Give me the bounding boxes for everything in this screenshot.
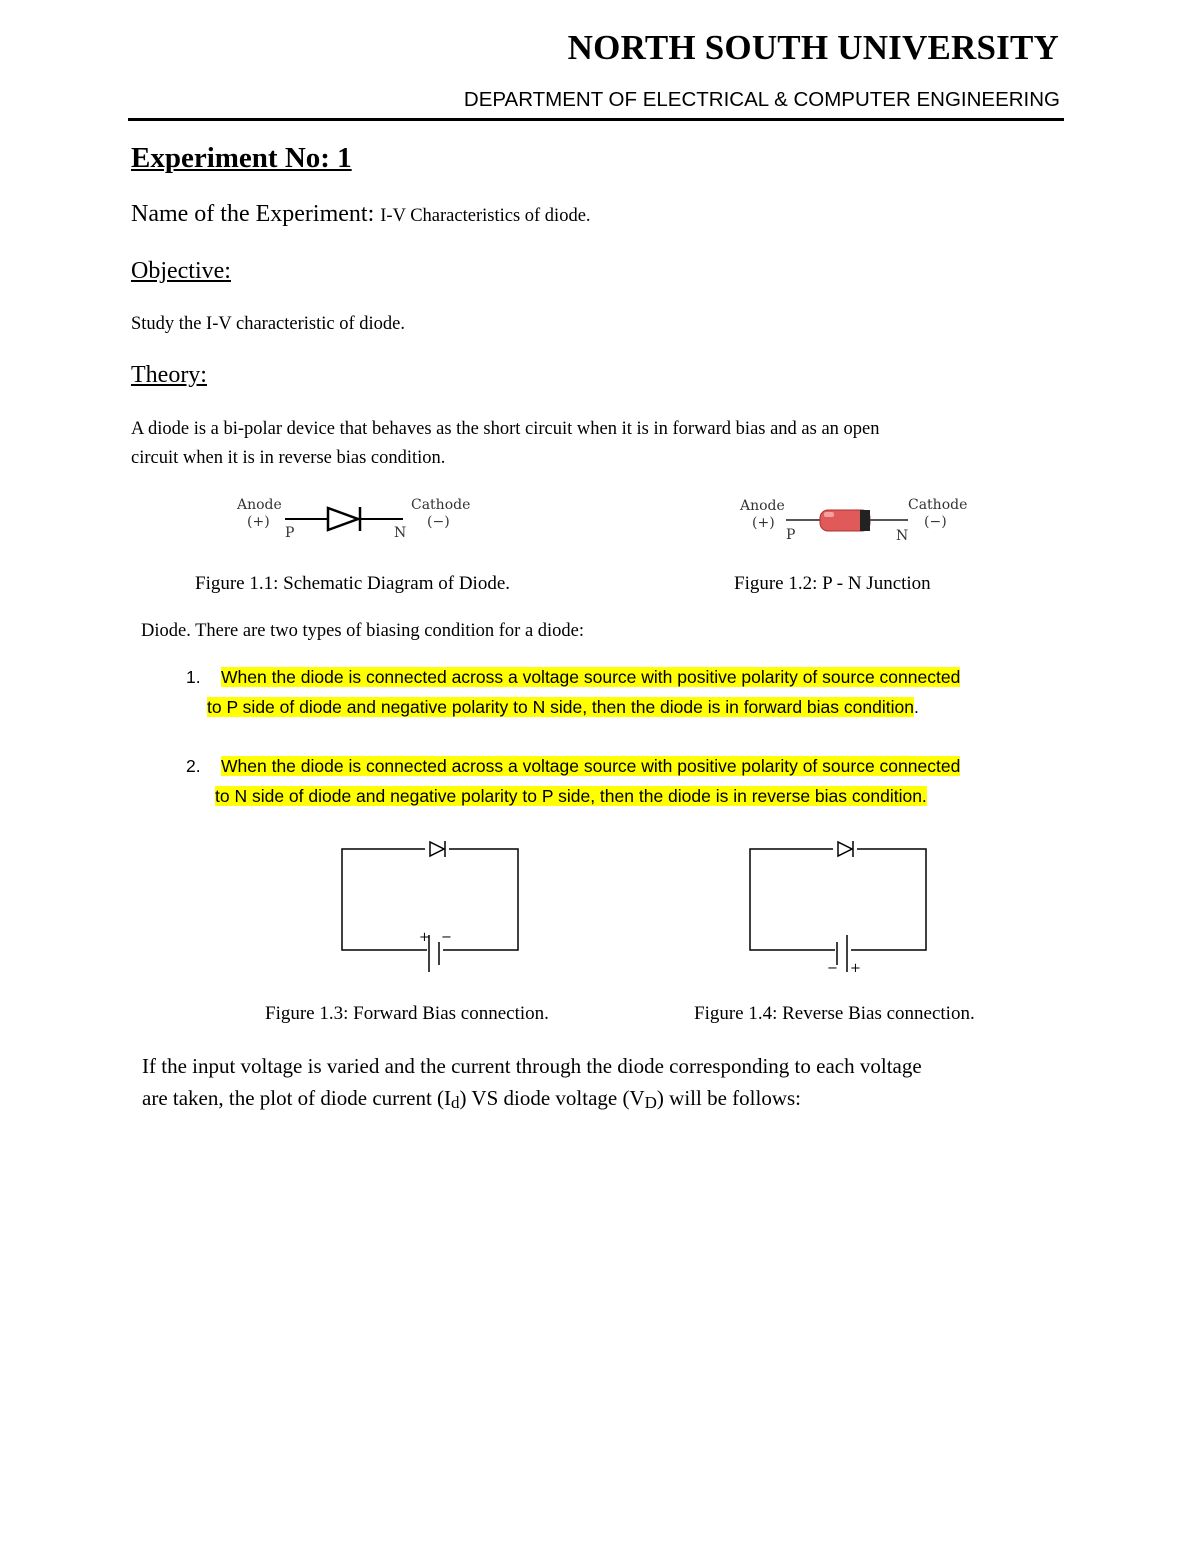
cathode-label: Cathode	[908, 497, 968, 513]
forward-bias-circuit	[335, 835, 535, 980]
subscript-D: D	[644, 1093, 657, 1112]
list-item-2-line2	[215, 786, 927, 807]
university-name: NORTH SOUTH UNIVERSITY	[567, 28, 1059, 67]
cathode-label: Cathode	[411, 497, 471, 513]
n-label: N	[394, 525, 407, 541]
minus-sign: −	[441, 930, 452, 945]
plus-sign: +	[850, 961, 861, 976]
theory-text-line2: circuit when it is in reverse bias condition.	[131, 448, 446, 468]
highlighted-text: to P side of diode and negative polarity to N side, then the diode is in forward bias condition	[207, 697, 914, 717]
experiment-number: Experiment No: 1	[131, 142, 352, 174]
plus-sign: +	[419, 930, 430, 945]
highlighted-text: to N side of diode and negative polarity to P side, then the diode is in reverse bias condition.	[215, 786, 927, 806]
minus-sign: −	[827, 961, 838, 976]
n-label: N	[896, 528, 909, 544]
list-item-number: 2.	[186, 756, 201, 776]
cathode-sign: (−)	[924, 514, 947, 530]
header-rule	[128, 118, 1064, 121]
figure-1-2-caption: Figure 1.2: P - N Junction	[734, 573, 931, 594]
experiment-name	[131, 201, 591, 228]
experiment-name-label: Name of the Experiment:	[131, 201, 375, 227]
cathode-sign: (−)	[427, 514, 450, 530]
diode-schematic-figure	[225, 490, 485, 550]
anode-label: Anode	[740, 498, 785, 514]
department-name: DEPARTMENT OF ELECTRICAL & COMPUTER ENGINEERING	[463, 88, 1060, 111]
experiment-name-value: I-V Characteristics of diode.	[380, 206, 591, 226]
list-item-number: 1.	[186, 667, 201, 687]
closing-line1: If the input voltage is varied and the current through the diode corresponding to each voltage	[142, 1054, 922, 1078]
figure-1-4-caption: Figure 1.4: Reverse Bias connection.	[694, 1003, 975, 1024]
list-item-1-line2	[207, 697, 919, 718]
subscript-d: d	[451, 1093, 460, 1112]
closing-line2	[142, 1082, 1042, 1119]
biasing-intro: Diode. There are two types of biasing condition for a diode:	[141, 621, 585, 641]
anode-sign: (+)	[752, 515, 775, 531]
reverse-bias-circuit	[743, 835, 943, 980]
pn-junction-figure	[728, 490, 988, 550]
list-item-1-period: .	[913, 697, 919, 717]
diode-symbol-icon	[328, 508, 358, 530]
closing-text: are taken, the plot of diode current (I	[142, 1086, 452, 1110]
theory-text-line1: A diode is a bi-polar device that behaves as the short circuit when it is in forward bias and as an open	[131, 419, 880, 439]
highlighted-text: When the diode is connected across a voltage source with positive polarity of source connected	[221, 756, 961, 776]
p-label: P	[786, 527, 796, 543]
closing-text: ) will be follows:	[656, 1086, 801, 1110]
closing-text: ) VS diode voltage (V	[459, 1086, 645, 1110]
objective-heading: Objective:	[131, 258, 231, 284]
anode-label: Anode	[237, 497, 282, 513]
objective-text: Study the I-V characteristic of diode.	[131, 314, 405, 334]
theory-heading: Theory:	[131, 362, 207, 388]
p-label: P	[285, 525, 295, 541]
figure-1-1-caption: Figure 1.1: Schematic Diagram of Diode.	[195, 573, 511, 594]
highlighted-text: When the diode is connected across a voltage source with positive polarity of source connected	[221, 667, 961, 687]
list-item-2-line1	[221, 756, 960, 777]
figure-1-3-caption: Figure 1.3: Forward Bias connection.	[265, 1003, 549, 1024]
list-item-1-line1	[221, 667, 960, 688]
anode-sign: (+)	[247, 514, 270, 530]
closing-paragraph	[142, 1050, 1042, 1119]
